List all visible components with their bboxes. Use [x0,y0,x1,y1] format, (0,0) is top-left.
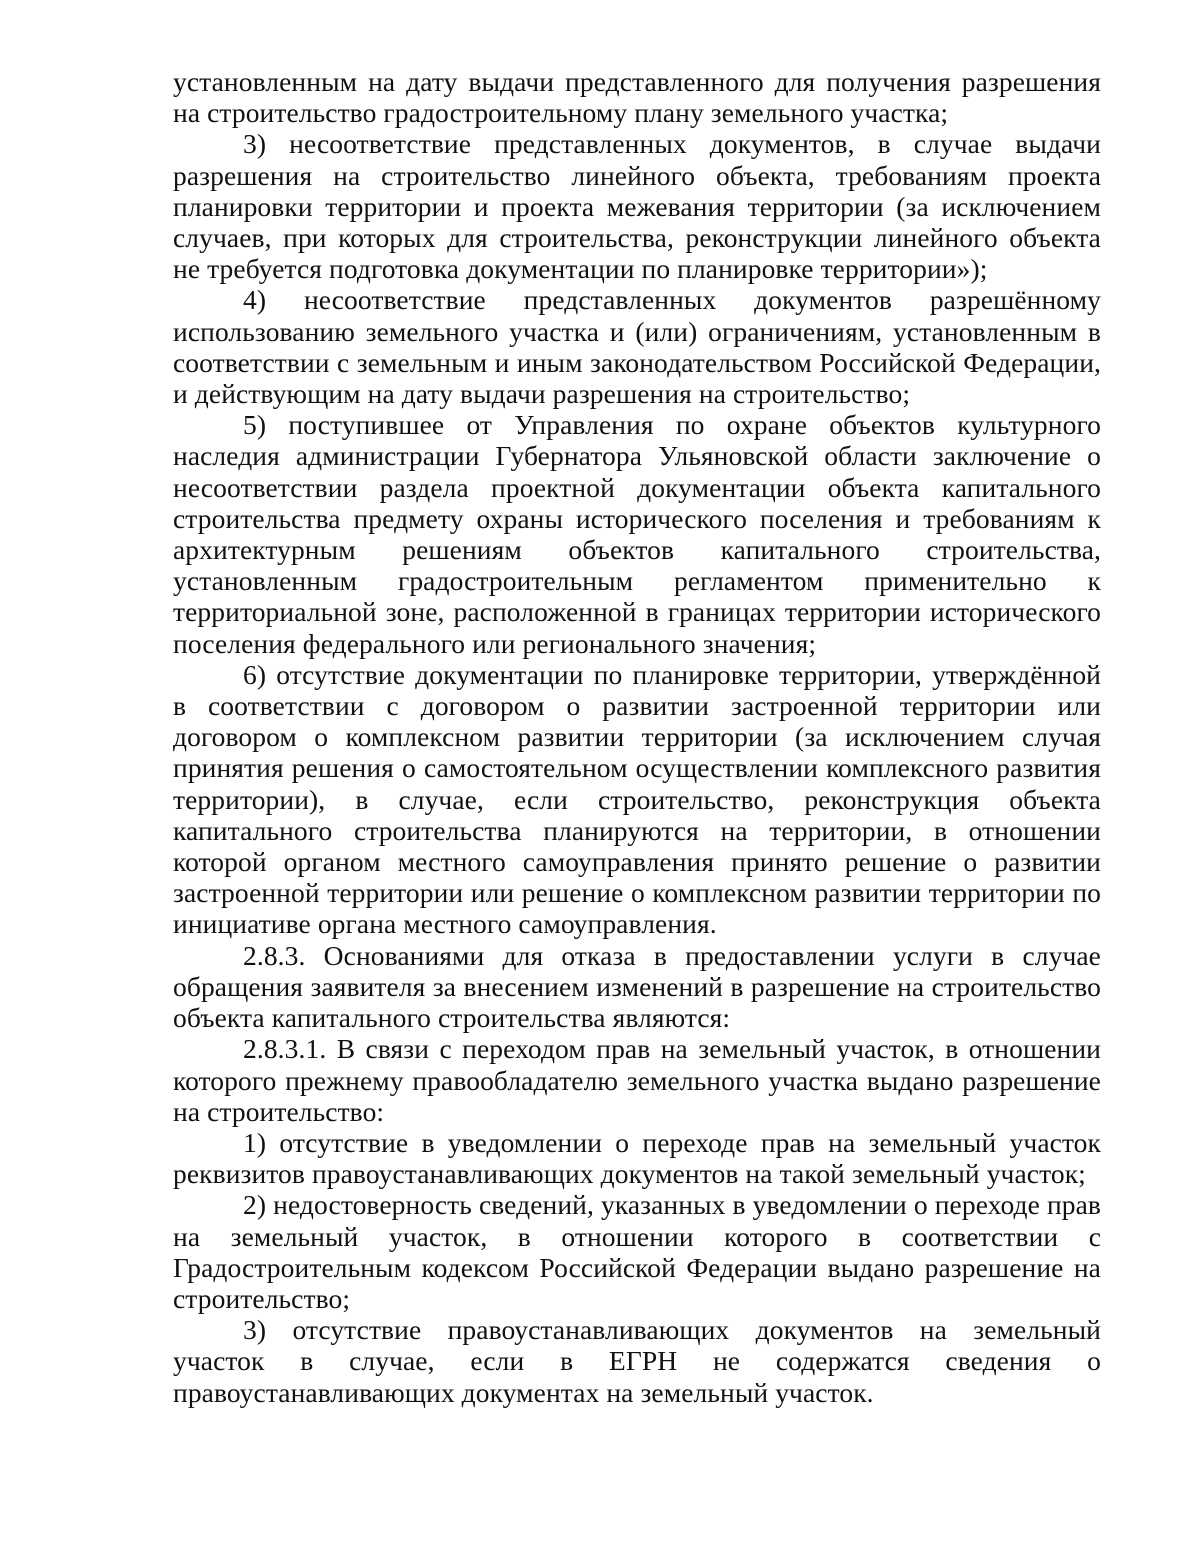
paragraph-item-4: 4) несоответствие представленных документов разрешённому использованию земельного участка и (или) ограничениям, установленным в соответствии с земельным и иным законодательством Российской Федерации, и действующим на дату выдачи разрешения на строительство; [173,284,1101,410]
paragraph-section-2-8-3-1: 2.8.3.1. В связи с переходом прав на земельный участок, в отношении которого прежнему правообладателю земельного участка выдано разрешение на строительство: [173,1033,1101,1127]
paragraph-item-6: 6) отсутствие документации по планировке территории, утверждённой в соответствии с договором о развитии застроенной территории или договором о комплексном развитии территории (за исключением случая принятия решения о самостоятельном осуществлении комплексного развития территории), в случае, если строительство, реконструкция объекта капитального строительства планируются на территории, в отношении которой органом местного самоуправления принято решение о развитии застроенной территории или решение о комплексном развитии территории по инициативе органа местного самоуправления. [173,658,1101,940]
paragraph-subitem-1: 1) отсутствие в уведомлении о переходе прав на земельный участок реквизитов правоустанавливающих документов на такой земельный участок; [173,1126,1101,1190]
document-page [173,66,1101,1408]
paragraph-item-3: 3) несоответствие представленных документов, в случае выдачи разрешения на строительство линейного объекта, требованиям проекта планировки территории и проекта межевания территории (за исключением случаев, при которых для строительства, реконструкции линейного объекта не требуется подготовка документации по планировке территории»); [173,128,1101,285]
paragraph-subitem-3: 3) отсутствие правоустанавливающих документов на земельный участок в случае, если в ЕГРН не содержатся сведения о правоустанавливающих документах на земельный участок. [173,1314,1101,1408]
paragraph-section-2-8-3: 2.8.3. Основаниями для отказа в предоставлении услуги в случае обращения заявителя за внесением изменений в разрешение на строительство объекта капитального строительства являются: [173,939,1101,1034]
paragraph-item-5: 5) поступившее от Управления по охране объектов культурного наследия администрации Губернатора Ульяновской области заключение о несоответствии раздела проектной документации объекта капитального строительства предмету охраны исторического поселения и требованиям к архитектурным решениям объектов капитального строительства, установленным градостроительным регламентом применительно к территориальной зоне, расположенной в границах территории исторического поселения федерального или регионального значения; [173,409,1101,659]
paragraph-subitem-2: 2) недостоверность сведений, указанных в уведомлении о переходе прав на земельный участок, в отношении которого в соответствии с Градостроительным кодексом Российской Федерации выдано разрешение на строительство; [173,1189,1101,1314]
paragraph-continuation: установленным на дату выдачи представленного для получения разрешения на строительство градостроительному плану земельного участка; [173,66,1101,129]
